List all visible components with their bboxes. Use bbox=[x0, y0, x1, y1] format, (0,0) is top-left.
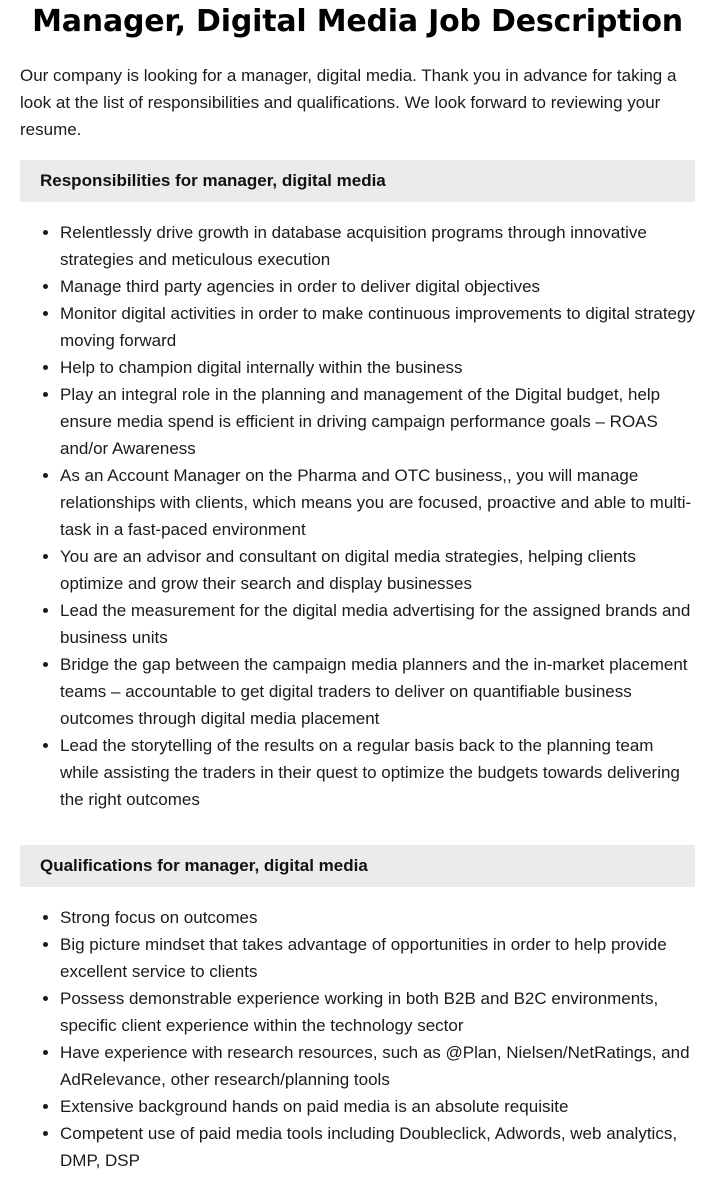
list-item: Play an integral role in the planning and management of the Digital budget, help ensure media spend is efficient in driving campaign performance goals – ROAS and/or Awareness bbox=[60, 381, 695, 462]
list-item: Lead the measurement for the digital media advertising for the assigned brands and business units bbox=[60, 597, 695, 651]
list-item: Monitor digital activities in order to make continuous improvements to digital strategy moving forward bbox=[60, 300, 695, 354]
list-item: Possess demonstrable experience working in both B2B and B2C environments, specific client experience within the technology sector bbox=[60, 985, 695, 1039]
list-item: Have experience with research resources, such as @Plan, Nielsen/NetRatings, and AdRelevance, other research/planning tools bbox=[60, 1039, 695, 1093]
qualifications-list bbox=[20, 904, 695, 1174]
list-item: As an Account Manager on the Pharma and OTC business,, you will manage relationships with clients, which means you are focused, proactive and able to multi-task in a fast-paced environment bbox=[60, 462, 695, 543]
responsibilities-list bbox=[20, 219, 695, 813]
page-title: Manager, Digital Media Job Description bbox=[32, 4, 683, 39]
list-item: Manage third party agencies in order to deliver digital objectives bbox=[60, 273, 695, 300]
list-item: Relentlessly drive growth in database acquisition programs through innovative strategies and meticulous execution bbox=[60, 219, 695, 273]
list-item: You are an advisor and consultant on digital media strategies, helping clients optimize and grow their search and display businesses bbox=[60, 543, 695, 597]
responsibilities-heading: Responsibilities for manager, digital media bbox=[20, 160, 695, 202]
list-item: Help to champion digital internally within the business bbox=[60, 354, 695, 381]
job-description-page bbox=[20, 0, 695, 1174]
intro-paragraph: Our company is looking for a manager, digital media. Thank you in advance for taking a look at the list of responsibilities and qualifications. We look forward to reviewing your resume. bbox=[20, 66, 677, 139]
list-item: Lead the storytelling of the results on a regular basis back to the planning team while assisting the traders in their quest to optimize the budgets towards delivering the right outcomes bbox=[60, 732, 695, 813]
list-item: Bridge the gap between the campaign media planners and the in-market placement teams – accountable to get digital traders to deliver on quantifiable business outcomes through digital media placement bbox=[60, 651, 695, 732]
list-item: Competent use of paid media tools including Doubleclick, Adwords, web analytics, DMP, DSP bbox=[60, 1120, 695, 1174]
list-item: Extensive background hands on paid media is an absolute requisite bbox=[60, 1093, 695, 1120]
qualifications-heading: Qualifications for manager, digital media bbox=[20, 845, 695, 887]
list-item: Big picture mindset that takes advantage of opportunities in order to help provide excellent service to clients bbox=[60, 931, 695, 985]
list-item: Strong focus on outcomes bbox=[60, 904, 695, 931]
